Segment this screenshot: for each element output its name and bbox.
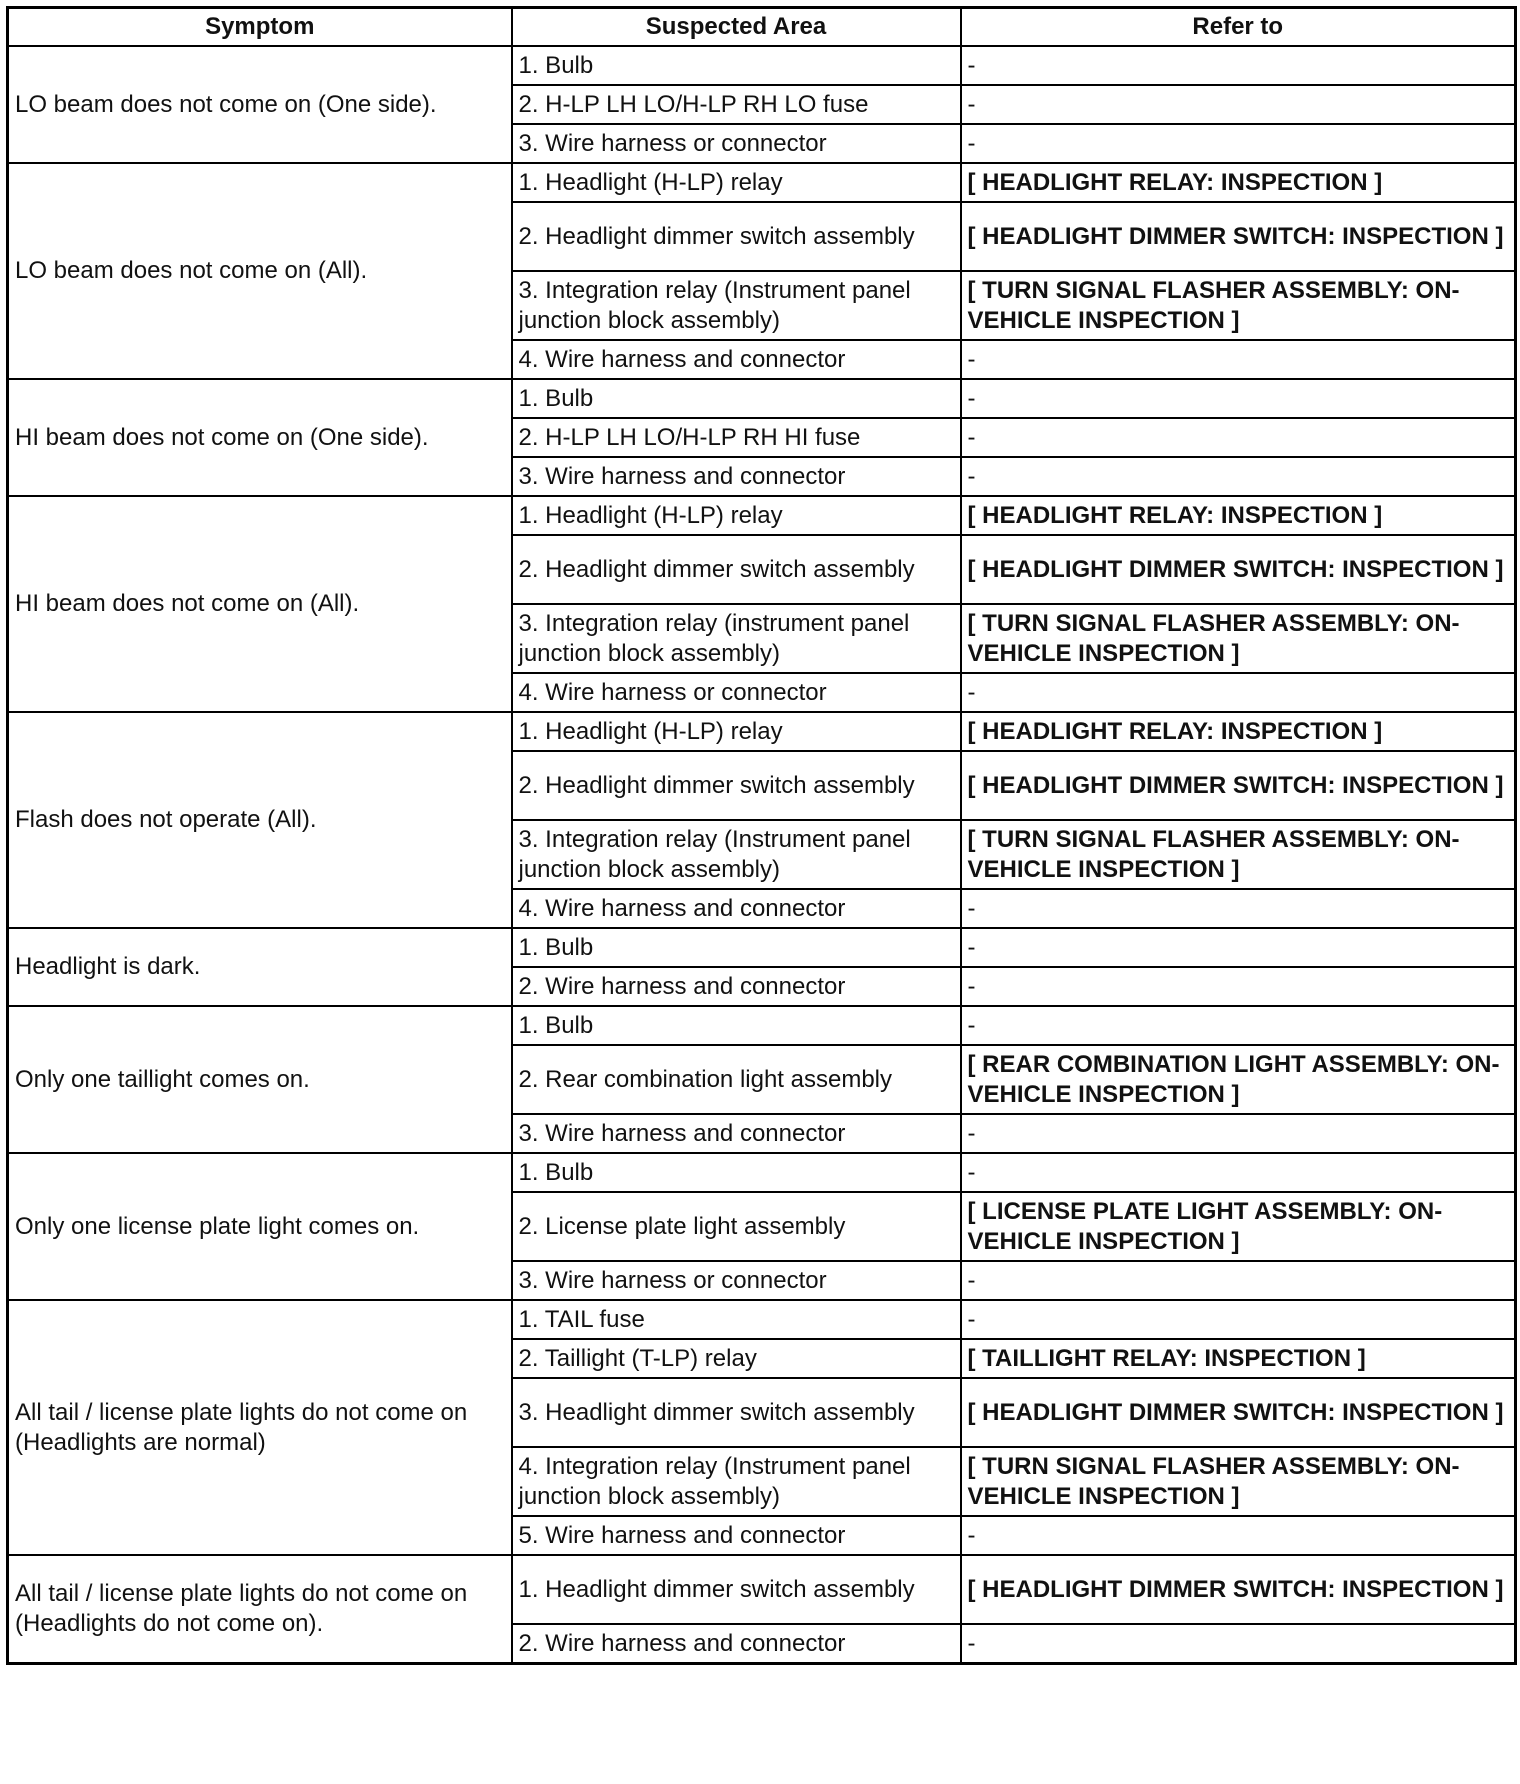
refer-to-link[interactable]: [ TURN SIGNAL FLASHER ASSEMBLY: ON-VEHICLE INSPECTION ] [961,604,1516,673]
suspected-area-cell: 3. Integration relay (Instrument panel junction block assembly) [512,271,961,340]
table-row [8,1300,1516,1339]
header-row [8,8,1516,47]
refer-to-cell: - [961,418,1516,457]
symptom-cell: All tail / license plate lights do not come on (Headlights are normal) [8,1300,512,1555]
refer-to-link[interactable]: [ HEADLIGHT DIMMER SWITCH: INSPECTION ] [961,751,1516,820]
table-row [8,712,1516,751]
suspected-area-cell: 3. Wire harness and connector [512,457,961,496]
refer-to-link[interactable]: [ HEADLIGHT DIMMER SWITCH: INSPECTION ] [961,535,1516,604]
symptom-cell: Only one taillight comes on. [8,1006,512,1153]
refer-to-link[interactable]: [ TURN SIGNAL FLASHER ASSEMBLY: ON-VEHICLE INSPECTION ] [961,820,1516,889]
table-row [8,163,1516,202]
table-body [8,46,1516,1664]
refer-to-cell: - [961,379,1516,418]
suspected-area-cell: 2. H-LP LH LO/H-LP RH HI fuse [512,418,961,457]
refer-to-cell: - [961,1114,1516,1153]
suspected-area-cell: 1. Headlight (H-LP) relay [512,496,961,535]
symptom-cell: Only one license plate light comes on. [8,1153,512,1300]
suspected-area-cell: 2. Rear combination light assembly [512,1045,961,1114]
refer-to-cell: - [961,46,1516,85]
suspected-area-cell: 2. Taillight (T-LP) relay [512,1339,961,1378]
suspected-area-cell: 4. Wire harness and connector [512,340,961,379]
table-row [8,496,1516,535]
symptom-cell: HI beam does not come on (One side). [8,379,512,496]
suspected-area-cell: 1. Headlight dimmer switch assembly [512,1555,961,1624]
suspected-area-cell: 3. Wire harness or connector [512,1261,961,1300]
table-row [8,1153,1516,1192]
suspected-area-cell: 2. Wire harness and connector [512,967,961,1006]
refer-to-link[interactable]: [ LICENSE PLATE LIGHT ASSEMBLY: ON-VEHICLE INSPECTION ] [961,1192,1516,1261]
suspected-area-cell: 4. Wire harness and connector [512,889,961,928]
suspected-area-cell: 1. Bulb [512,928,961,967]
suspected-area-cell: 2. Wire harness and connector [512,1624,961,1664]
table-row [8,1006,1516,1045]
refer-to-cell: - [961,889,1516,928]
symptom-cell: Headlight is dark. [8,928,512,1006]
suspected-area-cell: 3. Wire harness or connector [512,124,961,163]
refer-to-link[interactable]: [ HEADLIGHT RELAY: INSPECTION ] [961,712,1516,751]
suspected-area-cell: 1. Bulb [512,379,961,418]
refer-to-link[interactable]: [ REAR COMBINATION LIGHT ASSEMBLY: ON-VEHICLE INSPECTION ] [961,1045,1516,1114]
problem-symptoms-table [6,6,1517,1665]
header-symptom: Symptom [8,8,512,47]
refer-to-link[interactable]: [ HEADLIGHT RELAY: INSPECTION ] [961,496,1516,535]
document-page [6,6,1514,1665]
refer-to-link[interactable]: [ HEADLIGHT DIMMER SWITCH: INSPECTION ] [961,1378,1516,1447]
table-row [8,1555,1516,1624]
refer-to-cell: - [961,1153,1516,1192]
refer-to-link[interactable]: [ TURN SIGNAL FLASHER ASSEMBLY: ON-VEHICLE INSPECTION ] [961,271,1516,340]
suspected-area-cell: 2. Headlight dimmer switch assembly [512,202,961,271]
table-row [8,46,1516,85]
suspected-area-cell: 3. Wire harness and connector [512,1114,961,1153]
suspected-area-cell: 2. Headlight dimmer switch assembly [512,751,961,820]
suspected-area-cell: 2. Headlight dimmer switch assembly [512,535,961,604]
refer-to-cell: - [961,85,1516,124]
refer-to-link[interactable]: [ TAILLIGHT RELAY: INSPECTION ] [961,1339,1516,1378]
refer-to-cell: - [961,1006,1516,1045]
suspected-area-cell: 1. Bulb [512,1006,961,1045]
refer-to-cell: - [961,1261,1516,1300]
refer-to-cell: - [961,928,1516,967]
suspected-area-cell: 3. Headlight dimmer switch assembly [512,1378,961,1447]
refer-to-cell: - [961,124,1516,163]
table-row [8,928,1516,967]
header-refer-to: Refer to [961,8,1516,47]
symptom-cell: All tail / license plate lights do not come on (Headlights do not come on). [8,1555,512,1664]
refer-to-cell: - [961,1300,1516,1339]
refer-to-cell: - [961,340,1516,379]
suspected-area-cell: 3. Integration relay (instrument panel junction block assembly) [512,604,961,673]
symptom-cell: Flash does not operate (All). [8,712,512,928]
suspected-area-cell: 1. Headlight (H-LP) relay [512,712,961,751]
suspected-area-cell: 1. TAIL fuse [512,1300,961,1339]
suspected-area-cell: 4. Integration relay (Instrument panel junction block assembly) [512,1447,961,1516]
refer-to-link[interactable]: [ HEADLIGHT DIMMER SWITCH: INSPECTION ] [961,202,1516,271]
suspected-area-cell: 2. H-LP LH LO/H-LP RH LO fuse [512,85,961,124]
suspected-area-cell: 4. Wire harness or connector [512,673,961,712]
suspected-area-cell: 1. Bulb [512,1153,961,1192]
symptom-cell: LO beam does not come on (All). [8,163,512,379]
refer-to-cell: - [961,1516,1516,1555]
refer-to-cell: - [961,1624,1516,1664]
suspected-area-cell: 5. Wire harness and connector [512,1516,961,1555]
refer-to-link[interactable]: [ HEADLIGHT DIMMER SWITCH: INSPECTION ] [961,1555,1516,1624]
symptom-cell: LO beam does not come on (One side). [8,46,512,163]
refer-to-link[interactable]: [ TURN SIGNAL FLASHER ASSEMBLY: ON-VEHICLE INSPECTION ] [961,1447,1516,1516]
refer-to-link[interactable]: [ HEADLIGHT RELAY: INSPECTION ] [961,163,1516,202]
refer-to-cell: - [961,967,1516,1006]
suspected-area-cell: 3. Integration relay (Instrument panel junction block assembly) [512,820,961,889]
symptom-cell: HI beam does not come on (All). [8,496,512,712]
header-suspected-area: Suspected Area [512,8,961,47]
refer-to-cell: - [961,673,1516,712]
table-row [8,379,1516,418]
suspected-area-cell: 1. Bulb [512,46,961,85]
suspected-area-cell: 1. Headlight (H-LP) relay [512,163,961,202]
suspected-area-cell: 2. License plate light assembly [512,1192,961,1261]
refer-to-cell: - [961,457,1516,496]
